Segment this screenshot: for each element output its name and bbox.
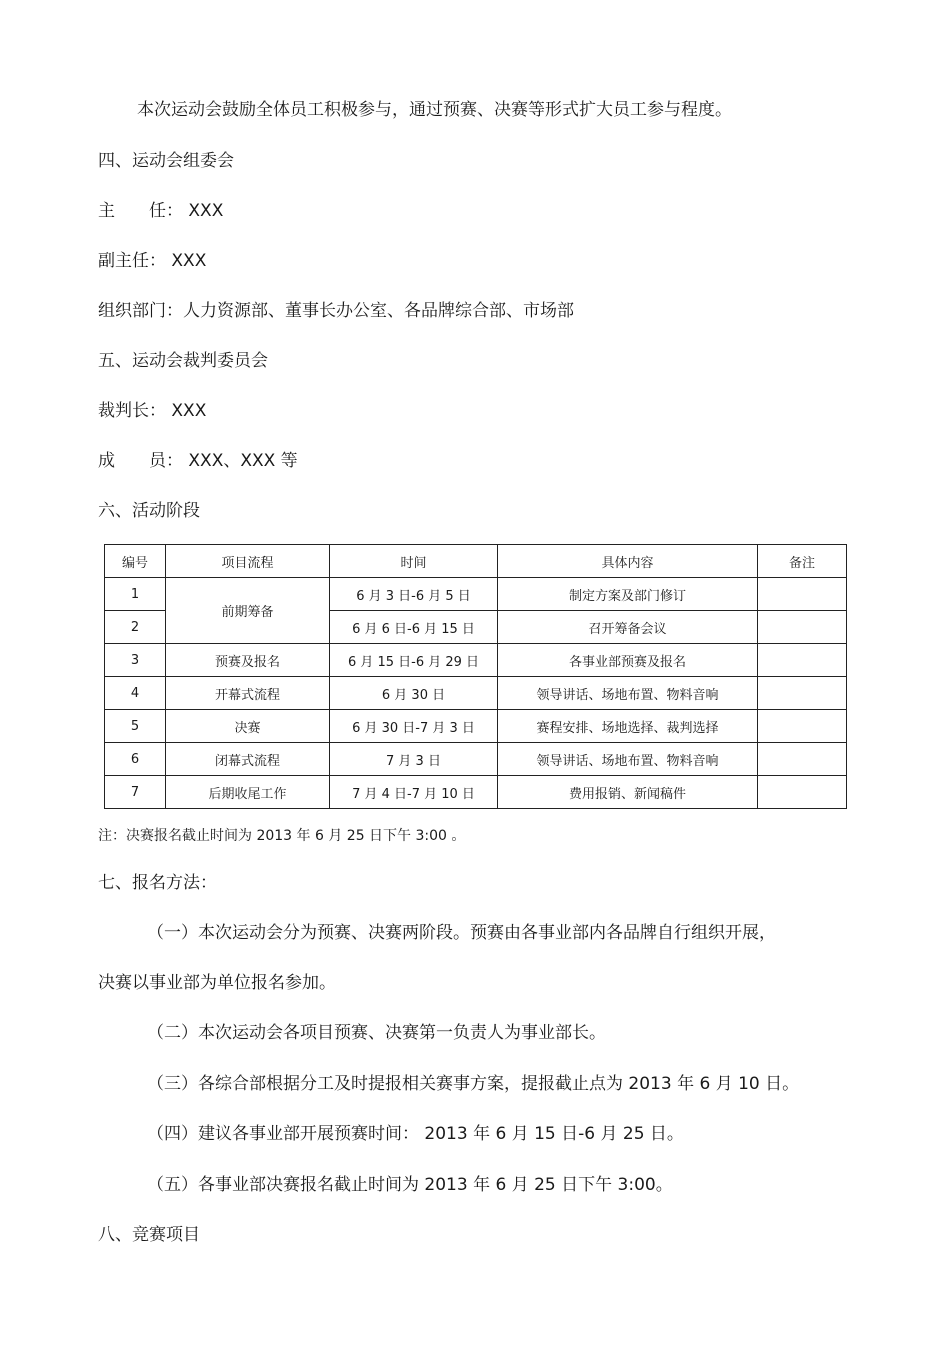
cell-note xyxy=(758,743,847,776)
method-item-5: （五）各事业部决赛报名截止时间为 2013 年 6 月 25 日下午 3:00。 xyxy=(147,1175,673,1195)
members-line xyxy=(98,450,298,472)
cell-time: 6 月 30 日-7 月 3 日 xyxy=(330,710,498,743)
cell-no: 2 xyxy=(105,611,166,644)
director-label: 主 xyxy=(98,201,115,221)
table-row xyxy=(105,644,847,677)
header-content: 具体内容 xyxy=(498,545,758,578)
table-row xyxy=(105,776,847,809)
section-6-heading: 六、活动阶段 xyxy=(98,501,200,521)
table-row xyxy=(105,710,847,743)
table-row xyxy=(105,743,847,776)
activity-stage-table xyxy=(104,544,847,809)
cell-time: 7 月 4 日-7 月 10 日 xyxy=(330,776,498,809)
cell-content: 费用报销、新闻稿件 xyxy=(498,776,758,809)
cell-content: 制定方案及部门修订 xyxy=(498,578,758,611)
header-no: 编号 xyxy=(105,545,166,578)
director-line xyxy=(98,200,223,222)
cell-flow: 前期筹备 xyxy=(166,578,330,644)
cell-flow: 预赛及报名 xyxy=(166,644,330,677)
table-row xyxy=(105,677,847,710)
cell-note xyxy=(758,710,847,743)
method-item-2: （二）本次运动会各项目预赛、决赛第一负责人为事业部长。 xyxy=(147,1023,606,1043)
method-item-1a: （一）本次运动会分为预赛、决赛两阶段。预赛由各事业部内各品牌自行组织开展， xyxy=(147,923,776,943)
cell-content: 领导讲话、场地布置、物料音响 xyxy=(498,743,758,776)
cell-no: 7 xyxy=(105,776,166,809)
cell-flow: 开幕式流程 xyxy=(166,677,330,710)
cell-time: 6 月 3 日-6 月 5 日 xyxy=(330,578,498,611)
cell-flow: 闭幕式流程 xyxy=(166,743,330,776)
cell-flow: 决赛 xyxy=(166,710,330,743)
intro-paragraph: 本次运动会鼓励全体员工积极参与，通过预赛、决赛等形式扩大员工参与程度。 xyxy=(137,100,732,120)
cell-time: 7 月 3 日 xyxy=(330,743,498,776)
cell-time: 6 月 15 日-6 月 29 日 xyxy=(330,644,498,677)
cell-content: 领导讲话、场地布置、物料音响 xyxy=(498,677,758,710)
section-4-heading: 四、运动会组委会 xyxy=(98,151,234,171)
cell-content: 赛程安排、场地选择、裁判选择 xyxy=(498,710,758,743)
cell-note xyxy=(758,644,847,677)
cell-time: 6 月 6 日-6 月 15 日 xyxy=(330,611,498,644)
section-8-heading: 八、竞赛项目 xyxy=(98,1225,200,1245)
method-item-4: （四）建议各事业部开展预赛时间： 2013 年 6 月 15 日-6 月 25 日。 xyxy=(147,1124,684,1144)
cell-note xyxy=(758,578,847,611)
section-5-heading: 五、运动会裁判委员会 xyxy=(98,351,268,371)
cell-flow: 后期收尾工作 xyxy=(166,776,330,809)
cell-note xyxy=(758,677,847,710)
header-note: 备注 xyxy=(758,545,847,578)
member-label-2: 员： xyxy=(149,451,183,471)
cell-no: 1 xyxy=(105,578,166,611)
member-value: XXX、XXX 等 xyxy=(188,451,298,471)
chief-judge-line: 裁判长： XXX xyxy=(98,401,207,421)
header-flow: 项目流程 xyxy=(166,545,330,578)
member-label: 成 xyxy=(98,451,115,471)
method-item-3: （三）各综合部根据分工及时提报相关赛事方案，提报截止点为 2013 年 6 月 10 日。 xyxy=(147,1074,800,1094)
cell-no: 3 xyxy=(105,644,166,677)
table-footnote: 注：决赛报名截止时间为 2013 年 6 月 25 日下午 3:00 。 xyxy=(98,828,466,844)
cell-note xyxy=(758,776,847,809)
cell-content: 各事业部预赛及报名 xyxy=(498,644,758,677)
cell-content: 召开筹备会议 xyxy=(498,611,758,644)
method-item-1b: 决赛以事业部为单位报名参加。 xyxy=(98,973,336,993)
director-value: XXX xyxy=(188,201,224,221)
cell-time: 6 月 30 日 xyxy=(330,677,498,710)
section-7-heading: 七、报名方法： xyxy=(98,873,217,893)
org-dept-line: 组织部门：人力资源部、董事长办公室、各品牌综合部、市场部 xyxy=(98,301,574,321)
cell-no: 6 xyxy=(105,743,166,776)
header-time: 时间 xyxy=(330,545,498,578)
table-row xyxy=(105,578,847,611)
cell-no: 5 xyxy=(105,710,166,743)
director-label-2: 任： xyxy=(149,201,183,221)
cell-no: 4 xyxy=(105,677,166,710)
vice-director-line: 副主任： XXX xyxy=(98,251,207,271)
table-header-row xyxy=(105,545,847,578)
cell-note xyxy=(758,611,847,644)
